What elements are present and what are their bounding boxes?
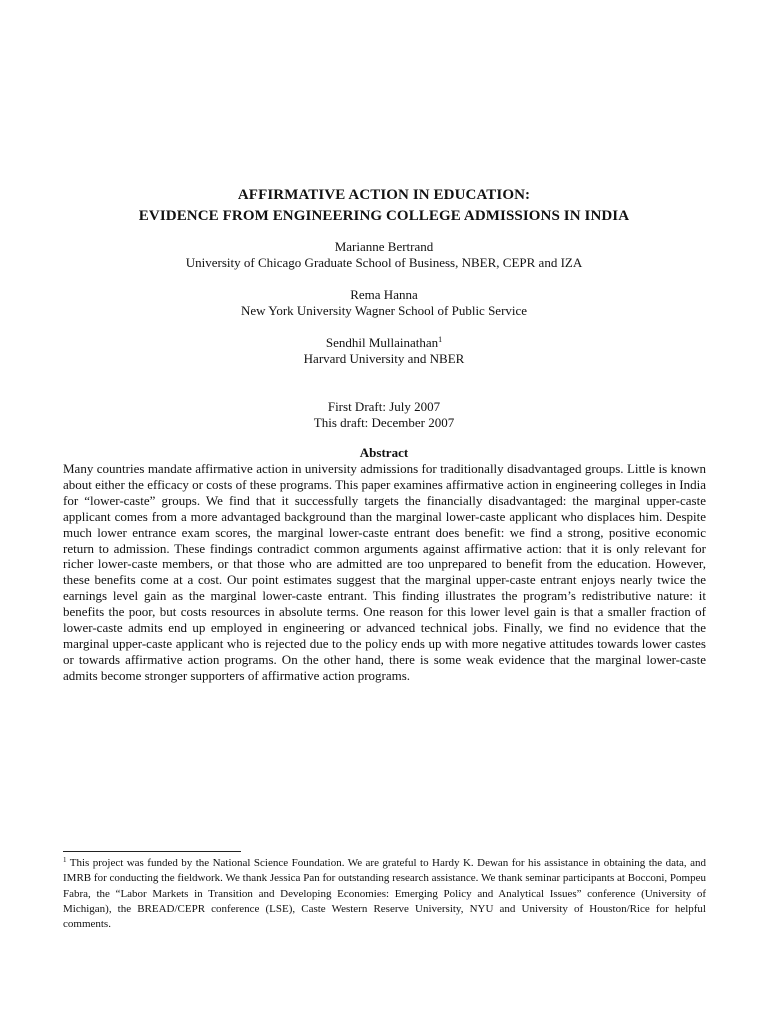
author-block (0, 239, 768, 271)
author-list (0, 239, 768, 383)
footnote (63, 856, 706, 932)
author-name: Marianne Bertrand (334, 239, 434, 254)
author-block (0, 335, 768, 367)
author-name: Rema Hanna (350, 287, 418, 302)
footnote-divider (63, 851, 241, 852)
author-name: Sendhil Mullainathan$^1$ (325, 335, 443, 350)
author-affiliation: New York University Wagner School of Public Service (240, 303, 528, 318)
abstract-body: Many countries mandate affirmative action in university admissions for traditionally disadvantaged groups. Little is known about either the efficacy or costs of these programs. This paper examines affirmative action in engineering colleges in India for “lower-caste” groups. We find that it successfully targets the financially disadvantaged: the marginal upper-caste applicant comes from a more advantaged background than the marginal lower-caste applicant who displaces him. Despite much lower entrance exam scores, the marginal lower-caste entrant does benefit: we find a strong, positive economic return to admission. These findings contradict common arguments against affirmative action: that it is only relevant for richer lower-caste members, or that those who are admitted are too unprepared to benefit from the education. However, these benefits come at a cost. Our point estimates suggest that the marginal upper-caste entrant enjoys nearly twice the earnings level gain as the marginal lower-caste entrant. This finding illustrates the program’s redistributive nature: it benefits the poor, but costs resources in absolute terms. One reason for this lower level gain is that a smaller fraction of lower-caste admits end up employed in engineering or advanced technical jobs. Finally, we find no evidence that the marginal upper-caste applicant who is rejected due to the policy ends up with more negative attitudes towards lower castes or towards affirmative action programs. On the other hand, there is some weak evidence that the marginal lower-caste admits become stronger supporters of affirmative action programs. (63, 461, 706, 683)
footnote-text: This project was funded by the National Science Foundation. We are grateful to Hardy K. Dewan for his assistance in obtaining the data, and IMRB for conducting the fieldwork. We thank Jessica Pan for outstanding research assistance. We thank seminar participants at Bocconi, Pompeu Fabra, the “Labor Markets in Transition and Developing Economies: Emerging Policy and Analytical Issues” conference (University of Michigan), the BREAD/CEPR conference (LSE), Caste Western Reserve University, NYU and University of Houston/Rice for helpful comments. (63, 857, 706, 931)
footnote-number: 1 (63, 856, 67, 864)
title-line-1: AFFIRMATIVE ACTION IN EDUCATION: (237, 187, 531, 203)
author-affiliation: Harvard University and NBER (303, 351, 465, 366)
title-line-2: EVIDENCE FROM ENGINEERING COLLEGE ADMISSIONS IN INDIA (138, 208, 630, 224)
author-block (0, 287, 768, 319)
current-draft-date: This draft: December 2007 (313, 415, 455, 430)
footnote-marker[interactable]: 1 (438, 335, 443, 344)
first-draft-date: First Draft: July 2007 (327, 399, 441, 414)
paper-title (0, 185, 768, 227)
author-affiliation: University of Chicago Graduate School of Business, NBER, CEPR and IZA (185, 255, 583, 270)
draft-dates (0, 399, 768, 431)
abstract-heading: Abstract (359, 445, 409, 460)
